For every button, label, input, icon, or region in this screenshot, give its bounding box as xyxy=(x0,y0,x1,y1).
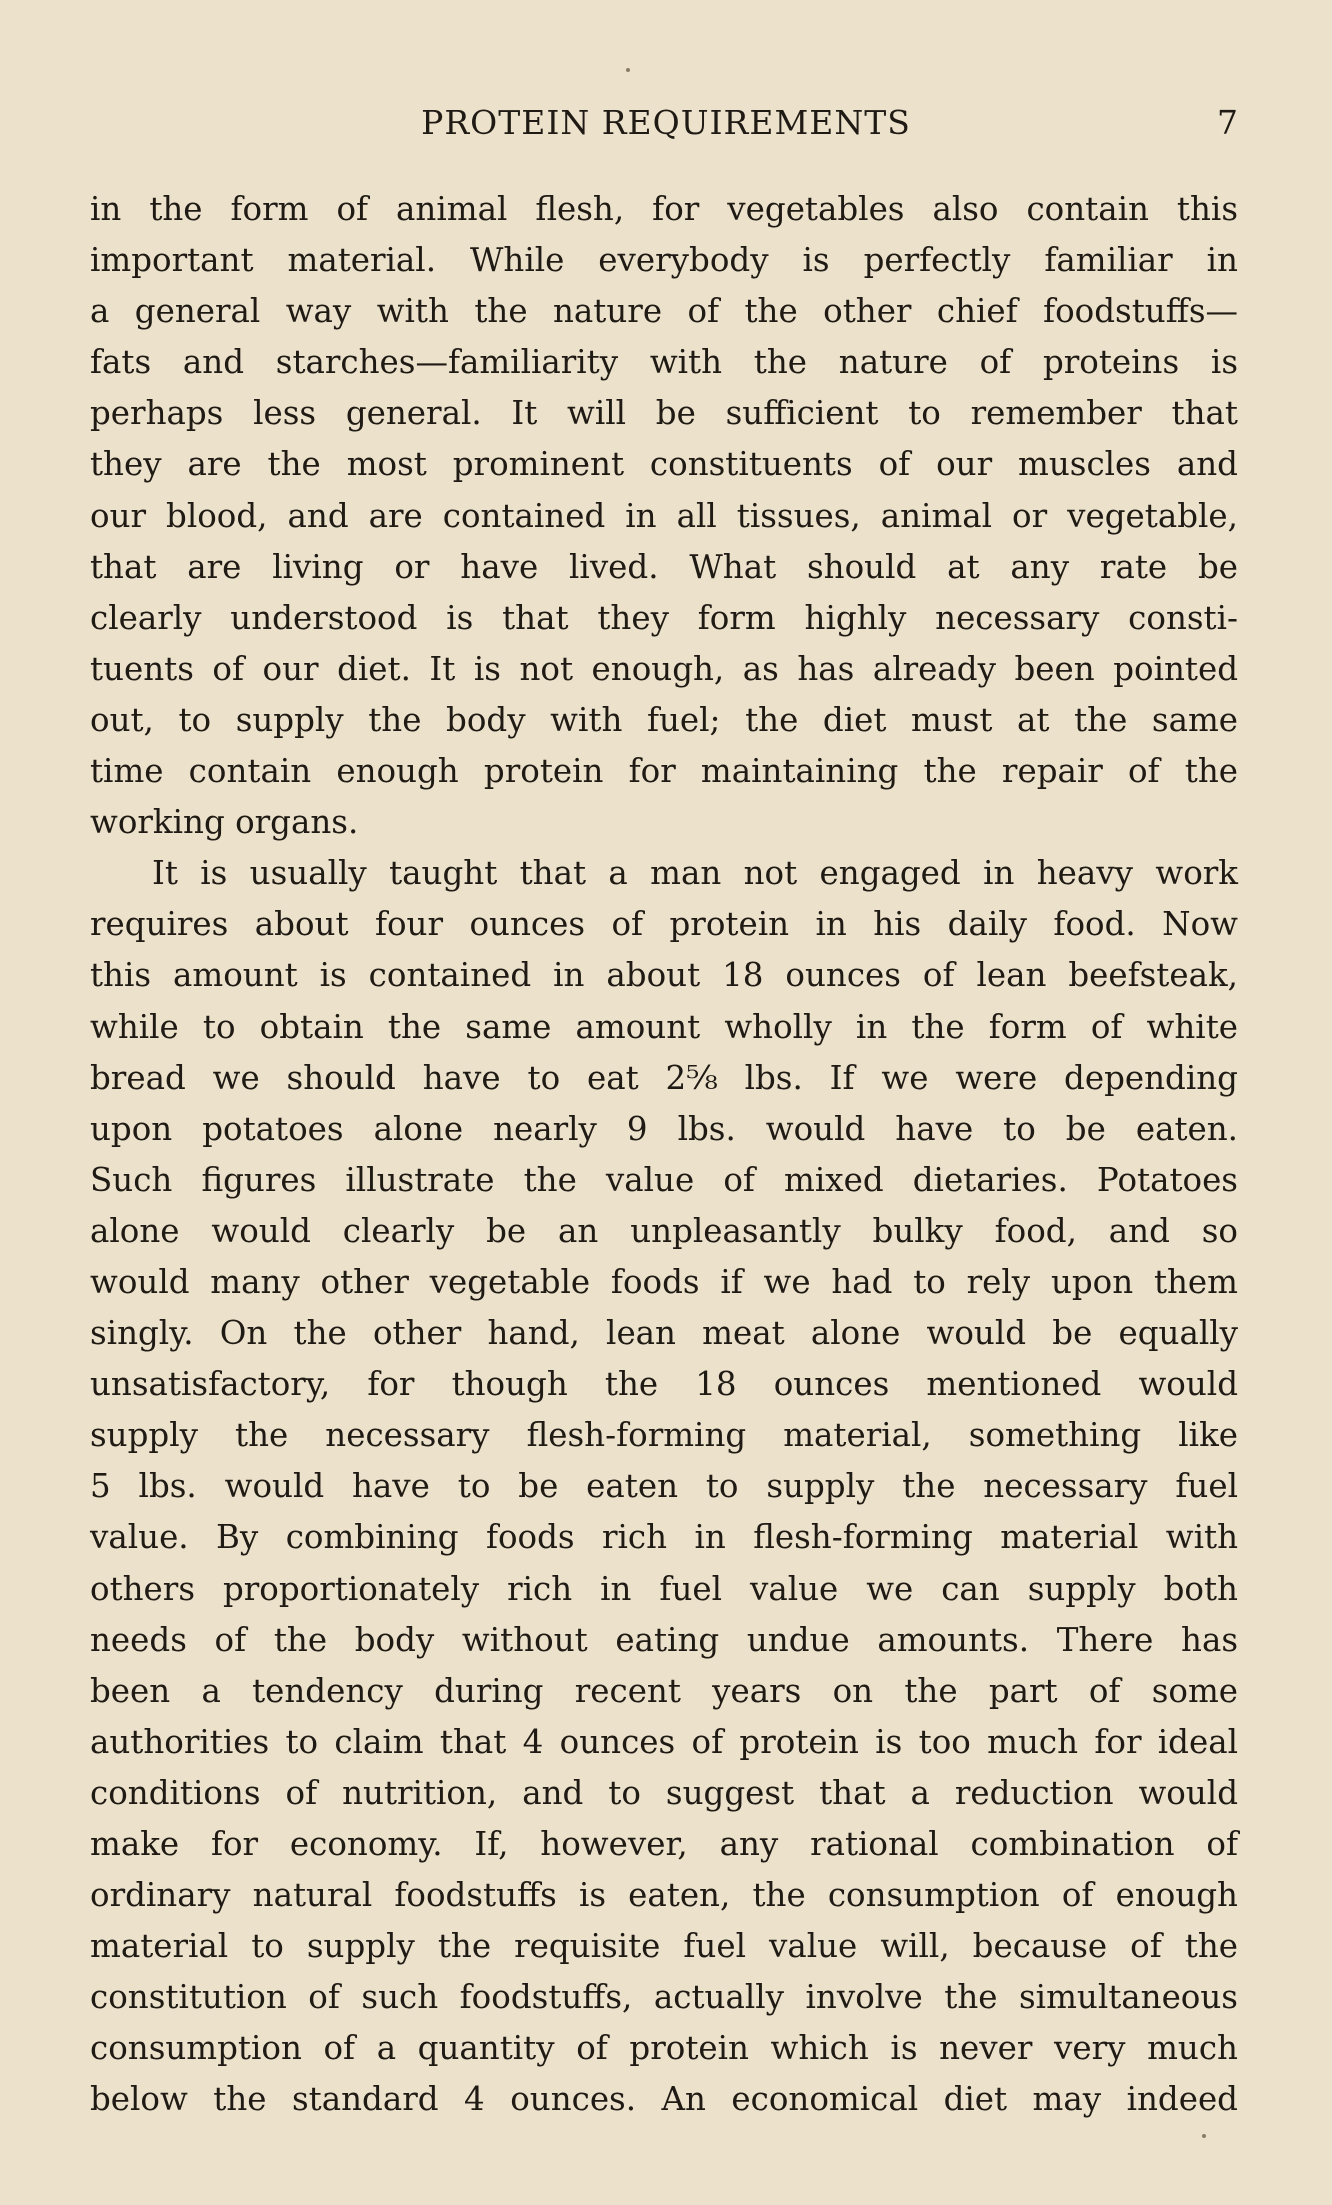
text-line: make for economy. If, however, any rational combination of xyxy=(90,1825,1238,1863)
text-line: while to obtain the same amount wholly in the form of white xyxy=(90,1007,1238,1046)
paper-speck xyxy=(626,68,630,72)
text-line: singly. On the other hand, lean meat alone would be equally xyxy=(90,1314,1238,1353)
text-line: would many other vegetable foods if we had to rely upon them xyxy=(90,1262,1238,1301)
page-number: 7 xyxy=(1217,103,1238,142)
text-line: upon potatoes alone nearly 9 lbs. would have to be eaten. xyxy=(90,1109,1238,1148)
text-line: value. By combining foods rich in flesh-forming material with xyxy=(90,1518,1238,1557)
running-head-title: PROTEIN REQUIREMENTS xyxy=(421,103,911,142)
text-line: consumption of a quantity of protein which is never very much xyxy=(90,2029,1238,2068)
text-line: this amount is contained in about 18 ounces of lean beefsteak, xyxy=(90,956,1238,995)
paragraph-1 xyxy=(90,184,1238,848)
text-line: Such figures illustrate the value of mixed dietaries. Potatoes xyxy=(90,1160,1238,1199)
text-line: authorities to claim that 4 ounces of protein is too much for ideal xyxy=(90,1722,1238,1761)
text-line: time contain enough protein for maintaining the repair of the xyxy=(90,752,1238,791)
text-line: been a tendency during recent years on the part of some xyxy=(90,1671,1238,1710)
text-line: needs of the body without eating undue amounts. There has xyxy=(90,1620,1238,1659)
text-line: a general way with the nature of the other chief foodstuffs— xyxy=(90,292,1238,331)
text-line: our blood, and are contained in all tissues, animal or vegetable, xyxy=(90,496,1238,535)
text-line: out, to supply the body with fuel; the diet must at the same xyxy=(90,700,1238,739)
text-line: in the form of animal flesh, for vegetables also contain this xyxy=(90,190,1238,228)
text-line: perhaps less general. It will be sufficient to remember that xyxy=(90,394,1238,433)
text-line: material to supply the requisite fuel value will, because of the xyxy=(90,1927,1238,1966)
text-line: tuents of our diet. It is not enough, as has already been pointed xyxy=(90,649,1238,688)
text-line: supply the necessary flesh-forming material, something like xyxy=(90,1416,1238,1455)
text-line: clearly understood is that they form highly necessary consti- xyxy=(90,598,1238,637)
text-line: It is usually taught that a man not engaged in heavy work xyxy=(152,854,1238,893)
text-line: constitution of such foodstuffs, actually involve the simultaneous xyxy=(90,1978,1238,2017)
paper-speck xyxy=(1202,2134,1206,2138)
body-text xyxy=(90,184,1238,2126)
text-line: below the standard 4 ounces. An economical diet may indeed xyxy=(90,2080,1238,2119)
text-line: fats and starches—familiarity with the nature of proteins is xyxy=(90,343,1238,382)
text-line: that are living or have lived. What should at any rate be xyxy=(90,547,1238,586)
text-line: unsatisfactory, for though the 18 ounces mentioned would xyxy=(90,1365,1238,1404)
text-line: requires about four ounces of protein in his daily food. Now xyxy=(90,905,1238,944)
text-line: ordinary natural foodstuffs is eaten, the consumption of enough xyxy=(90,1876,1238,1915)
text-line: conditions of nutrition, and to suggest that a reduction would xyxy=(90,1773,1238,1812)
text-line: bread we should have to eat 2⅝ lbs. If we were depending xyxy=(90,1058,1238,1097)
text-line: alone would clearly be an unpleasantly bulky food, and so xyxy=(90,1211,1238,1250)
text-line: they are the most prominent constituents of our muscles and xyxy=(90,445,1238,484)
running-head xyxy=(0,98,1332,148)
paragraph-2 xyxy=(90,848,1238,2125)
text-line: others proportionately rich in fuel value we can supply both xyxy=(90,1569,1238,1608)
text-line: important material. While everybody is perfectly familiar in xyxy=(90,241,1238,280)
text-line: working organs. xyxy=(90,803,359,842)
text-line: 5 lbs. would have to be eaten to supply the necessary fuel xyxy=(90,1467,1238,1506)
